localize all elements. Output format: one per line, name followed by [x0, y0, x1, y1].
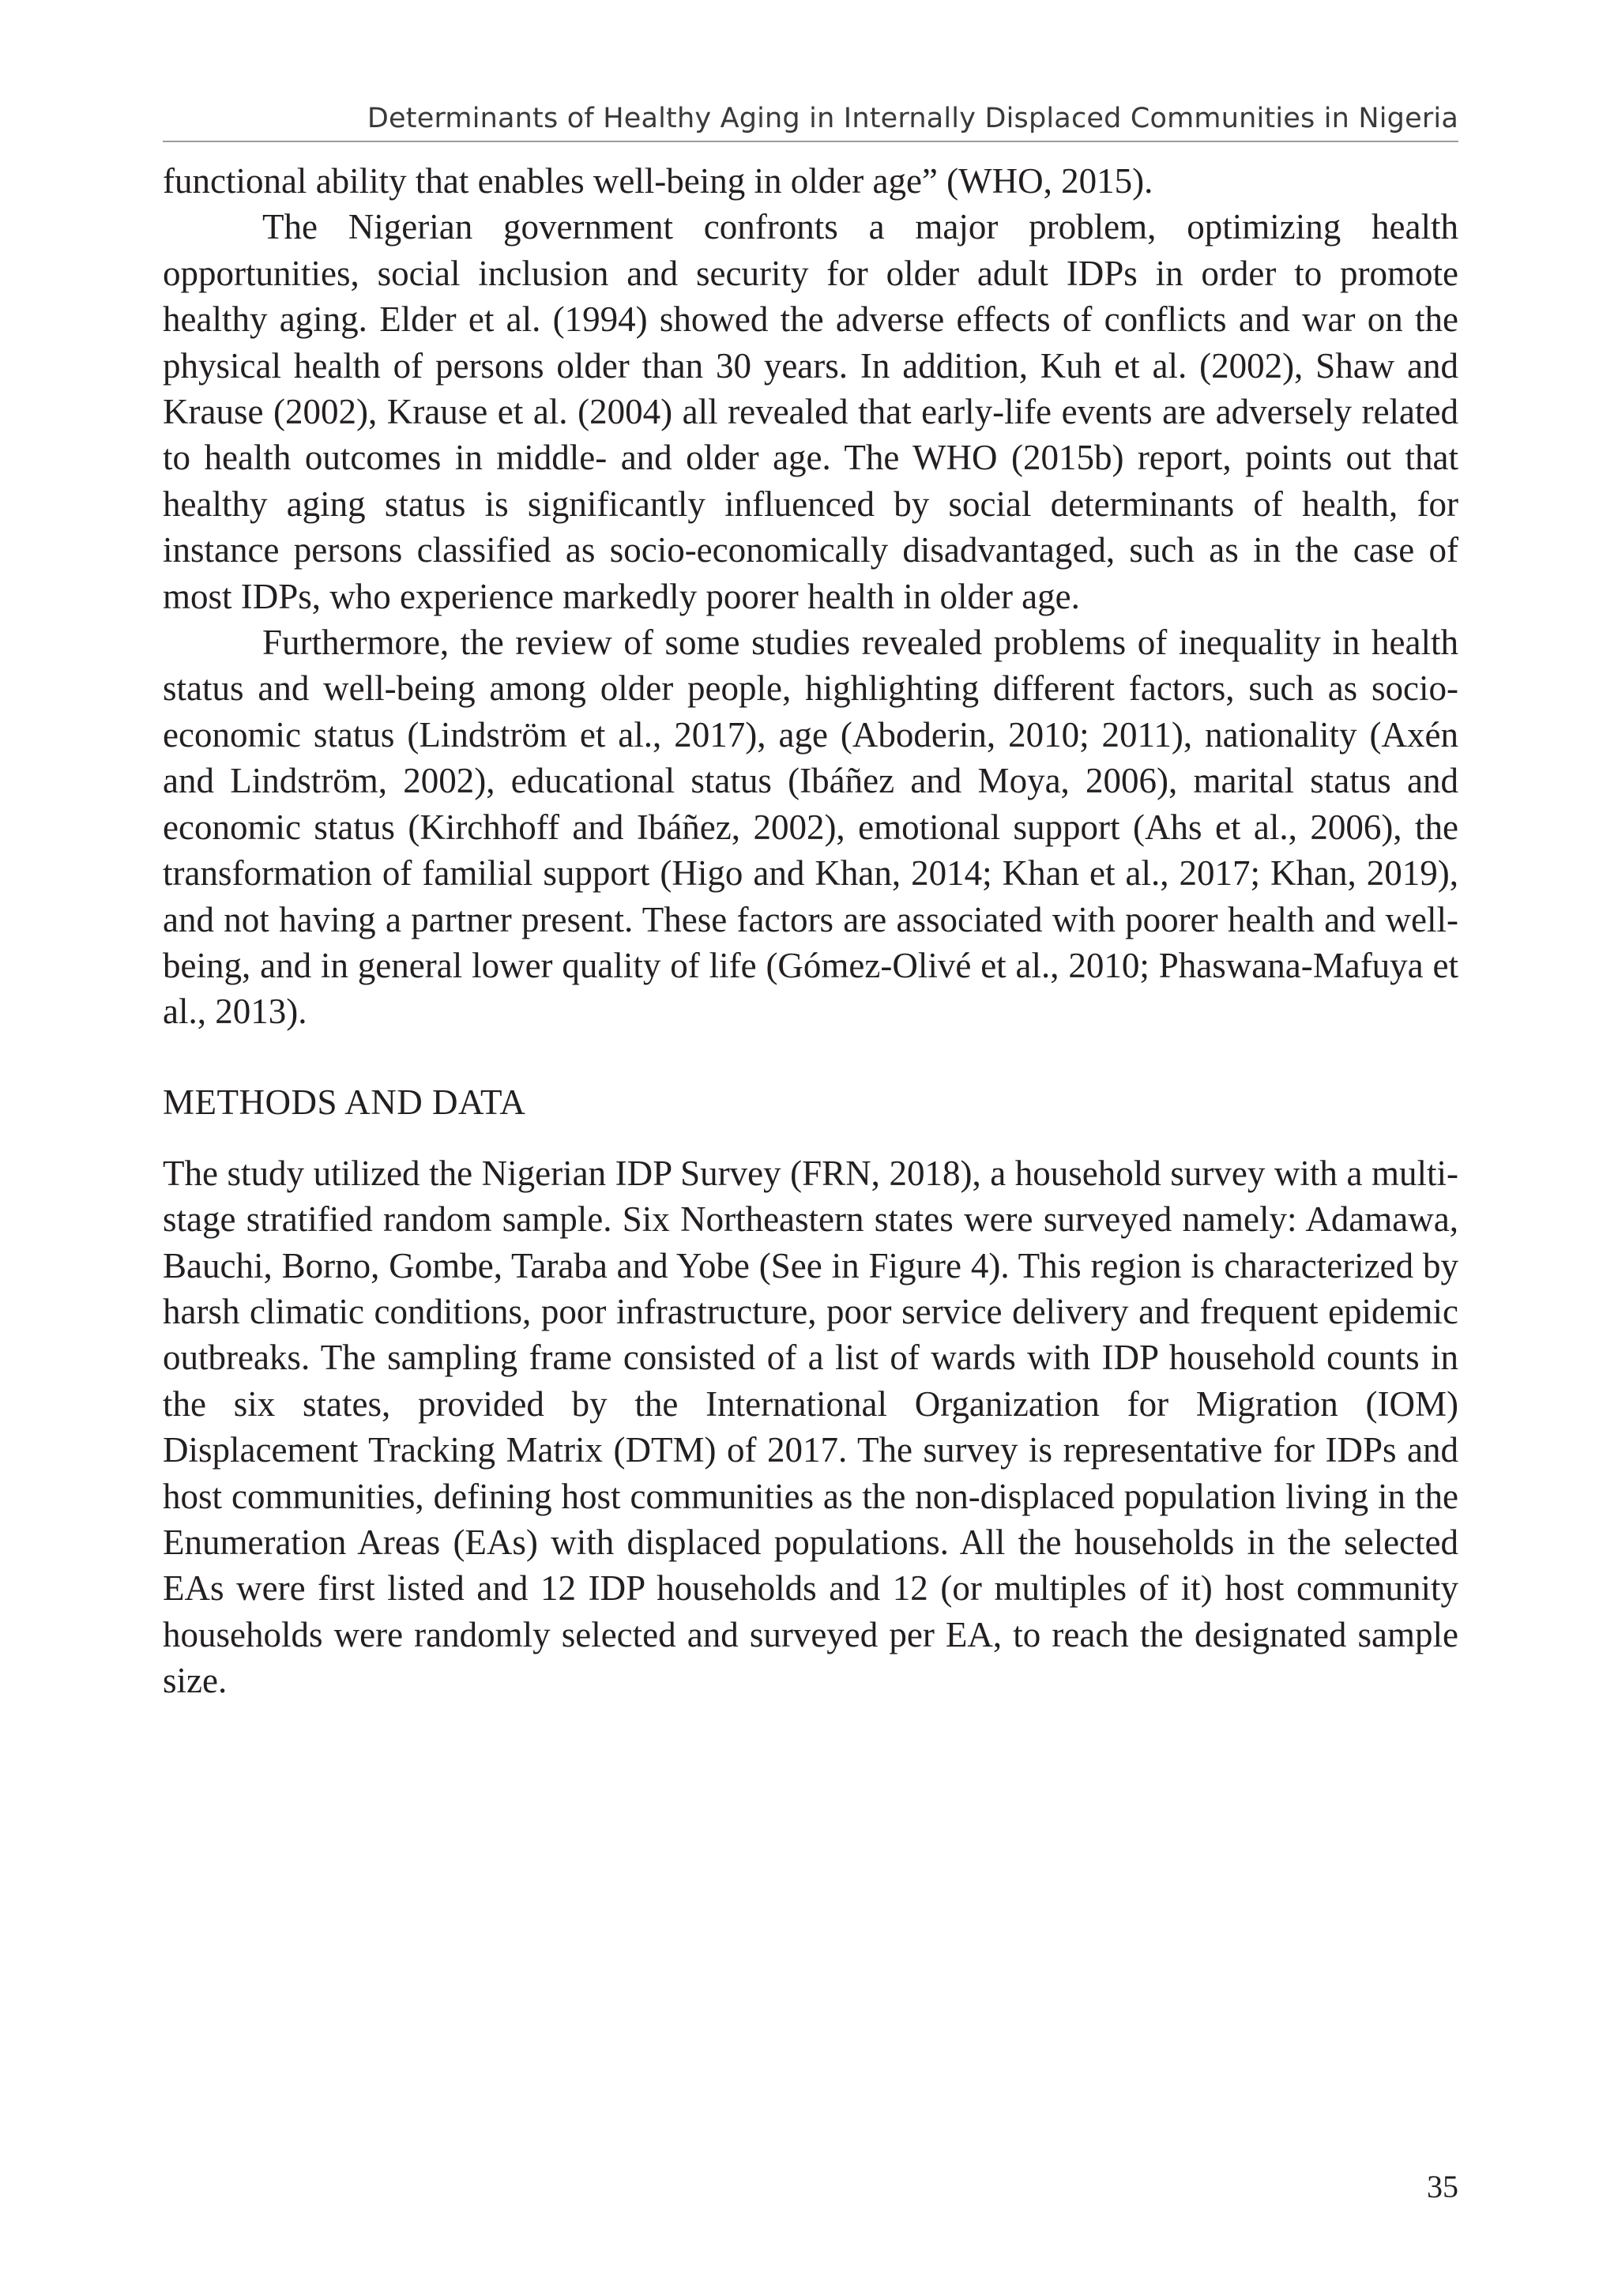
- paragraph-government-challenge: The Nigerian government confronts a major problem, optimizing health opportunities, social inclusion and security for older adult IDPs in order to promote healthy aging. Elder et al. (1994) showed the adverse effects of conflicts and war on the physical health of persons older than 30 years. In addition, Kuh et al. (2002), Shaw and Krause (2002), Krause et al. (2004) all revealed that early-life events are adversely related to health outcomes in middle- and older age. The WHO (2015b) report, points out that healthy aging status is significantly influenced by social determinants of health, for instance persons classified as socio-economically disadvantaged, such as in the case of most IDPs, who experience markedly poorer health in older age.: [163, 207, 1458, 616]
- body-text: [163, 158, 1458, 1704]
- running-header: [163, 98, 1458, 142]
- paragraph-continuation: functional ability that enables well-being in older age” (WHO, 2015).: [163, 161, 1153, 201]
- paragraph-inequality-review: Furthermore, the review of some studies revealed problems of inequality in health status and well-being among older people, highlighting different factors, such as socio-economic status (Lindström et al., 2017), age (Aboderin, 2010; 2011), nationality (Axén and Lindström, 2002), educational status (Ibáñez and Moya, 2006), marital status and economic status (Kirchhoff and Ibáñez, 2002), emotional support (Ahs et al., 2006), the transformation of familial support (Higo and Khan, 2014; Khan et al., 2017; Khan, 2019), and not having a partner present. These factors are associated with poorer health and well-being, and in general lower quality of life (Gómez-Olivé et al., 2010; Phaswana-Mafuya et al., 2013).: [163, 623, 1458, 1032]
- section-heading-methods: METHODS AND DATA: [163, 1082, 526, 1122]
- running-header-title: Determinants of Healthy Aging in Internally Displaced Communities in Nigeria: [367, 103, 1458, 134]
- page-number: 35: [1427, 2169, 1458, 2204]
- paragraph-methods: The study utilized the Nigerian IDP Survey (FRN, 2018), a household survey with a multi-stage stratified random sample. Six Northeastern states were surveyed namely: Adamawa, Bauchi, Borno, Gombe, Taraba and Yobe (See in Figure 4). This region is characterized by harsh climatic conditions, poor infrastructure, poor service delivery and frequent epidemic outbreaks. The sampling frame consisted of a list of wards with IDP household counts in the six states, provided by the International Organization for Migration (IOM) Displacement Tracking Matrix (DTM) of 2017. The survey is representative for IDPs and host communities, defining host communities as the non-displaced population living in the Enumeration Areas (EAs) with displaced populations. All the households in the selected EAs were first listed and 12 IDP households and 12 (or multiples of it) host community households were randomly selected and surveyed per EA, to reach the designated sample size.: [163, 1153, 1458, 1701]
